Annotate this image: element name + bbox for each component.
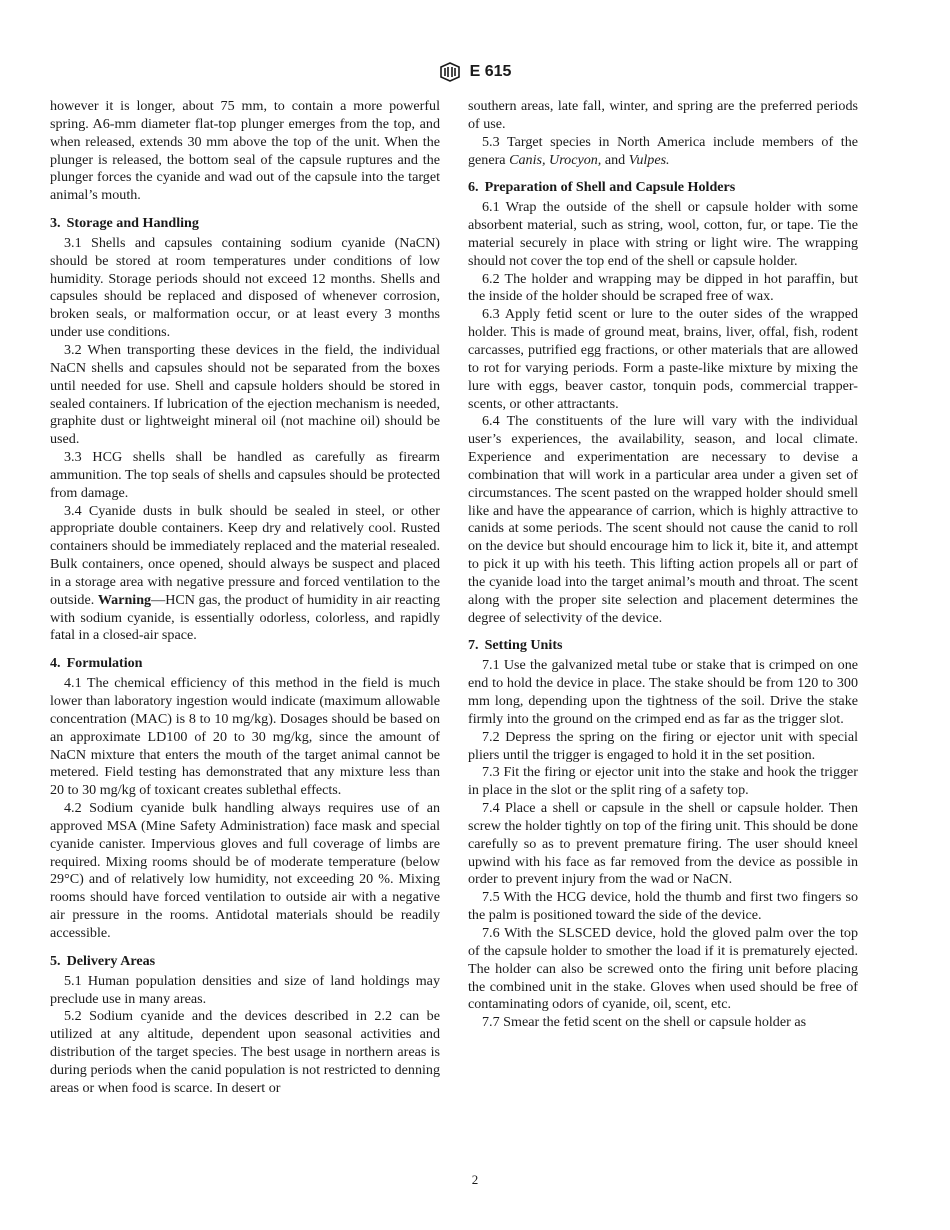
paragraph-6-1: 6.1 Wrap the outside of the shell or capsule holder with some absorbent material, such as string, wool, cotton, fur, or tape. Tie the material securely in place with string or light wire. The wrapping should not cover the top end of the shell or capsule holder. (468, 199, 858, 269)
paragraph-7-1: 7.1 Use the galvanized metal tube or stake that is crimped on one end to hold the device in place. The stake should be from 120 to 300 mm long, depending upon the tightness of the soil. Drive the stake firmly into the ground on the crimped end as far as the trigger slot. (468, 657, 858, 727)
paragraph-3-1: 3.1 Shells and capsules containing sodium cyanide (NaCN) should be stored at room temperatures under conditions of low humidity. Storage periods should not exceed 12 months. Shells and capsules should be replaced and disposed of whenever corrosion, broken seals, or malformation occur, or at least every 3 months under use conditions. (50, 234, 440, 341)
paragraph-6-4: 6.4 The constituents of the lure will vary with the individual user’s experiences, the availability, season, and local climate. Experience and experimentation are necessary to devise a combination that will work in a particular area under a given set of circumstances. The scent pasted on the wrapped holder should smell like and have the appearance of carrion, which is highly attractive to canids at some periods. The scent should not cause the canid to roll on the device but should encourage him to lick it, bite it, and attempt to pick it up with his teeth. This lifting action propels all or part of the cyanide load into the target animal’s mouth and throat. The scent along with the proper site selection and placement determines the degree of selectivity of the device. (468, 413, 858, 626)
paragraph-3-3: 3.3 HCG shells shall be handled as carefully as firearm ammunition. The top seals of shells and capsules should be protected from damage. (50, 449, 440, 501)
paragraph-5-3: 5.3 Target species in North America include members of the genera Canis, Urocyon, and Vulpes. (468, 133, 858, 168)
paragraph-7-6: 7.6 With the SLSCED device, hold the gloved palm over the top of the capsule holder to smother the load if it is prematurely ejected. The holder can also be screwed onto the firing unit before placing the combined unit in the stake. Gloves when used should be free of contaminating odors of cyanide, oil, scent, etc. (468, 924, 858, 1013)
paragraph-3-4: 3.4 Cyanide dusts in bulk should be sealed in steel, or other appropriate double containers. Keep dry and relatively cool. Rusted containers should be immediately replaced and the material resealed. Bulk containers, once opened, should always be suspect and placed in a storage area with negative pressure and forced ventilation to the outside. Warning—HCN gas, the product of humidity in air reacting with sodium cyanide, is essentially odorless, colorless, and rapidly fatal in a closed-air space. (50, 502, 440, 644)
standard-number: E 615 (469, 63, 512, 80)
paragraph-7-3: 7.3 Fit the firing or ejector unit into the stake and hook the trigger in place in the slot or the split ring of a safety top. (468, 764, 858, 799)
left-column (50, 98, 440, 1098)
page-header (0, 62, 950, 82)
paragraph-4-2: 4.2 Sodium cyanide bulk handling always requires use of an approved MSA (Mine Safety Administration) face mask and special cyanide canister. Impervious gloves and full coverage of limbs are required. Mixing rooms should be of moderate temperature (below 29°C) and of relatively low humidity, not exceeding 20 %. Mixing rooms should have forced ventilation to outside air with a negative air pressure in the rooms. Antidotal materials should be readily accessible. (50, 800, 440, 941)
paragraph-7-5: 7.5 With the HCG device, hold the thumb and first two fingers so the palm is positioned toward the side of the device. (468, 889, 858, 924)
right-column (468, 98, 858, 1032)
paragraph-7-4: 7.4 Place a shell or capsule in the shell or capsule holder. Then screw the holder tightly on top of the firing unit. This should be done carefully so as to prevent premature firing. The user should kneel upwind with his face as far removed from the device as possible in order to prevent injury from the wad or NaCN. (468, 800, 858, 888)
paragraph-4-1: 4.1 The chemical efficiency of this method in the field is much lower than laboratory ingestion would indicate (maximum allowable concentration (MAC) is 8 to 10 mg/kg). Dosages should be based on an approximate LD100 of 20 to 30 mg/kg, since the amount of NaCN mixture that enters the mouth of the target animal cannot be metered. Field testing has demonstrated that any mixture less than 20 to 30 mg/kg of toxicant creates sublethal effects. (50, 675, 440, 799)
paragraph-3-2: 3.2 When transporting these devices in the field, the individual NaCN shells and capsules should not be separated from the boxes until needed for use. Shell and capsule holders should be stored in sealed containers. If lubrication of the ejection mechanism is needed, graphite dust or lightweight mineral oil (not machine oil) should be used. (50, 341, 440, 448)
section-7-heading: 7. Setting Units (468, 637, 563, 654)
paragraph-5-2-continued: southern areas, late fall, winter, and spring are the preferred periods of use. (468, 98, 858, 132)
section-4-heading: 4. Formulation (50, 655, 143, 672)
paragraph-7-2: 7.2 Depress the spring on the firing or ejector unit with special pliers until the trigger is engaged to hold it in the set position. (468, 728, 858, 763)
section-5-heading: 5. Delivery Areas (50, 952, 156, 969)
astm-logo-icon (439, 62, 461, 82)
paragraph-7-7: 7.7 Smear the fetid scent on the shell or capsule holder as (482, 1014, 807, 1031)
paragraph-5-2: 5.2 Sodium cyanide and the devices described in 2.2 can be utilized at any altitude, dependent upon seasonal activities and distribution of the target species. The best usage in northern areas is during periods when the canid population is not restricted to denning areas or when food is scarce. In desert or (50, 1008, 440, 1096)
paragraph-5-1: 5.1 Human population densities and size of land holdings may preclude use in many areas. (50, 972, 440, 1007)
paragraph-6-2: 6.2 The holder and wrapping may be dipped in hot paraffin, but the inside of the holder should be scraped free of wax. (468, 270, 858, 305)
section-3-heading: 3. Storage and Handling (50, 215, 199, 232)
paragraph-intro: however it is longer, about 75 mm, to contain a more powerful spring. A6-mm diameter flat-top plunger emerges from the top, and when released, extends 30 mm above the top of the unit. When the plunger is released, the bottom seal of the capsule ruptures and the plunger forces the cyanide and wad out of the capsule into the target animal’s mouth. (50, 98, 440, 204)
page-number: 2 (471, 1172, 479, 1187)
paragraph-6-3: 6.3 Apply fetid scent or lure to the outer sides of the wrapped holder. This is made of ground meat, brains, liver, offal, fish, rodent carcasses, putrified egg fractions, or other materials that are allowed to rot for varying periods. Form a paste-like mixture by mixing the lure with eggs, beaver castor, tonquin pods, commercial trapper-scents, or other attractants. (468, 306, 858, 412)
section-6-heading: 6. Preparation of Shell and Capsule Holders (468, 179, 736, 196)
warning-label: Warning (97, 591, 152, 608)
